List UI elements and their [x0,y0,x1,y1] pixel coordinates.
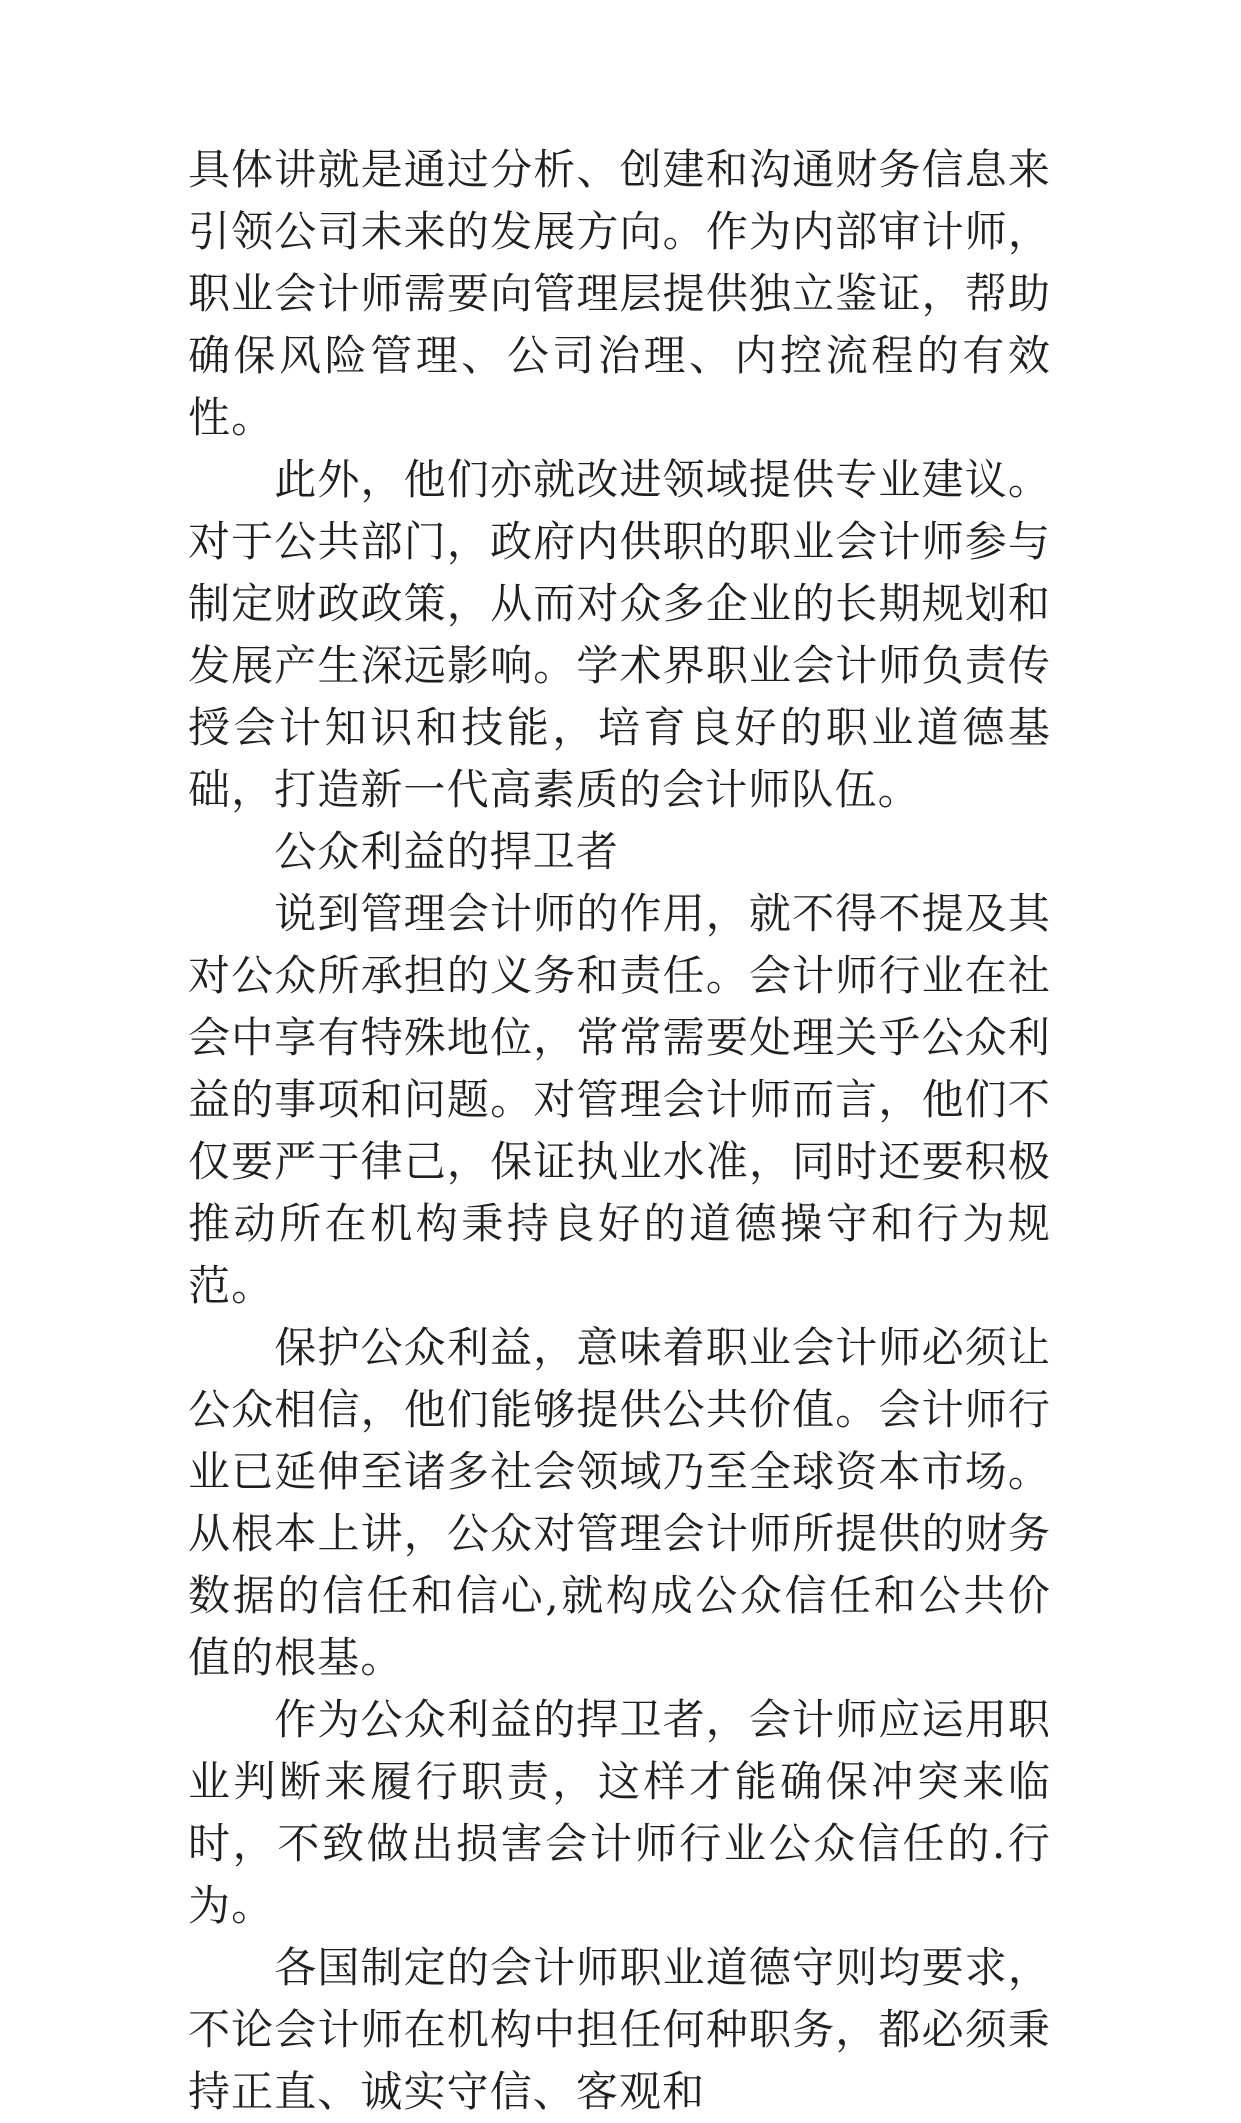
paragraph-2: 此外，他们亦就改进领域提供专业建议。对于公共部门，政府内供职的职业会计师参与制定财政政策，从而对众多企业的长期规划和发展产生深远影响。学术界职业会计师负责传授会计知识和技能，培育良好的职业道德基础，打造新一代高素质的会计师队伍。 [188,455,1051,814]
section-heading: 公众利益的捍卫者 [274,827,619,876]
paragraph-3: 说到管理会计师的作用，就不得不提及其对公众所承担的义务和责任。会计师行业在社会中享有特殊地位，常常需要处理关乎公众利益的事项和问题。对管理会计师而言，他们不仅要严于律己，保证执业水准，同时还要积极推动所在机构秉持良好的道德操守和行为规范。 [188,889,1051,1310]
paragraph-5: 作为公众利益的捍卫者，会计师应运用职业判断来履行职责，这样才能确保冲突来临时，不致做出损害会计师行业公众信任的.行为。 [188,1695,1051,1930]
paragraph-4: 保护公众利益，意味着职业会计师必须让公众相信，他们能够提供公共价值。会计师行业已延伸至诸多社会领域乃至全球资本市场。从根本上讲，公众对管理会计师所提供的财务数据的信任和信心,就构成公众信任和公共价值的根基。 [188,1323,1051,1682]
paragraph-1: 具体讲就是通过分析、创建和沟通财务信息来引领公司未来的发展方向。作为内部审计师，职业会计师需要向管理层提供独立鉴证，帮助确保风险管理、公司治理、内控流程的有效性。 [188,145,1051,442]
document-page [188,139,1051,2123]
paragraph-6: 各国制定的会计师职业道德守则均要求，不论会计师在机构中担任何种职务，都必须秉持正直、诚实守信、客观和 [188,1943,1051,2116]
